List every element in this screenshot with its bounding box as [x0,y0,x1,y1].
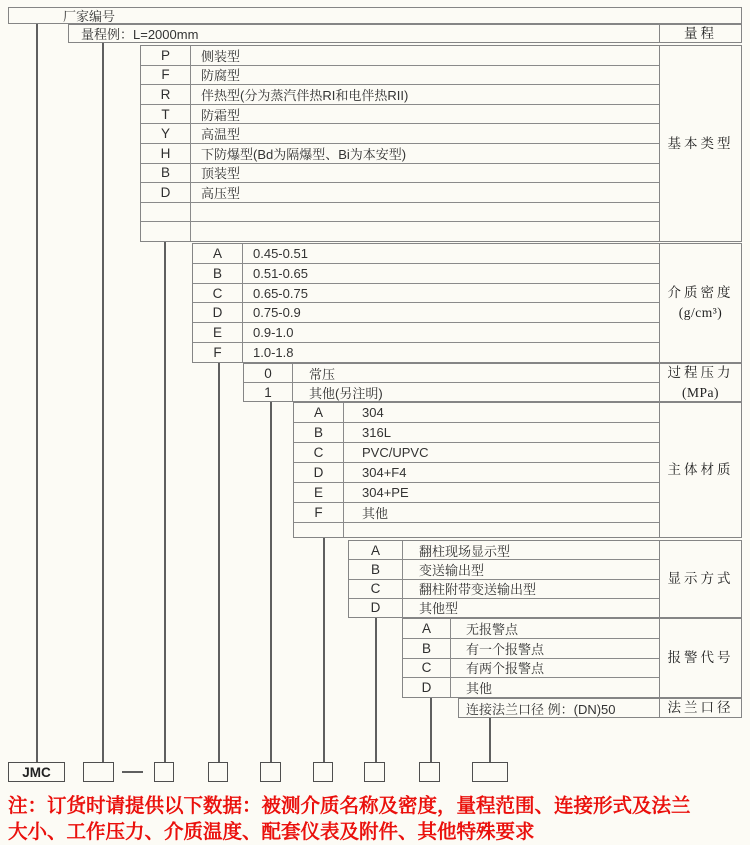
desc-cell: 翻柱附带变送输出型 [419,582,537,598]
desc-cell: 常压 [309,366,336,382]
model-code-box-density [208,762,228,782]
table-row [403,658,659,678]
desc-cell: PVC/UPVC [362,445,429,460]
desc-cell: 316L [362,425,391,440]
table-row [349,598,659,617]
table-row [244,364,659,382]
code-cell: B [294,423,344,442]
table-row [193,302,659,322]
table-row [141,65,659,85]
section-flange-size [458,698,742,718]
table-row [69,25,659,42]
model-code-box-range [83,762,114,782]
table-row-empty [141,221,659,241]
code-cell: A [403,619,451,638]
desc-cell: 0.45-0.51 [253,245,308,261]
section-display-mode [348,540,742,618]
order-note-line1: 注：订货时请提供以下数据：被测介质名称及密度，量程范围、连接形式及法兰 [8,795,691,817]
table-row [193,322,659,342]
connector-line-basic-type [164,242,166,762]
desc-cell: 高温型 [201,127,241,143]
model-code-box-display [364,762,385,782]
section-process-pressure [243,363,742,402]
code-cell: C [294,443,344,462]
desc-cell: 顶装型 [201,166,241,182]
section-medium-density [192,243,742,363]
model-code-box-flange [472,762,508,782]
desc-cell: 304+PE [362,485,409,500]
code-cell: D [193,303,243,322]
table-row [193,244,659,263]
desc-cell: 防霜型 [201,107,241,123]
desc-cell: 下防爆型(Bd为隔爆型、Bi为本安型) [201,146,407,162]
table-row [294,502,659,522]
desc-cell: 翻柱现场显示型 [419,543,511,559]
code-cell: T [141,105,191,124]
table-row [459,699,659,717]
section-body-material [293,402,742,538]
section-label-alarm: 报警代号 [659,619,741,697]
range-row [68,24,742,43]
code-cell: Y [141,124,191,143]
model-code-box-pressure [260,762,281,782]
desc-cell: 0.9-1.0 [253,325,294,341]
connector-line-range [102,43,104,762]
table-row-empty [141,202,659,222]
desc-cell: 有一个报警点 [466,641,545,657]
code-cell: D [403,678,451,697]
table-row [294,422,659,442]
code-cell: 1 [244,383,293,401]
desc-cell: 其他型 [419,601,459,617]
table-row [349,579,659,598]
model-code-box-material [313,762,333,782]
code-cell: D [141,183,191,202]
desc-cell: 1.0-1.8 [253,345,294,361]
code-cell [294,523,344,537]
code-cell: D [349,599,403,617]
table-row [294,442,659,462]
code-cell: 0 [244,364,293,382]
table-row [403,619,659,638]
desc-cell: 其他 [362,506,389,521]
code-cell: F [294,503,344,522]
connector-line-manufacturer [36,24,38,762]
code-cell: C [403,659,451,678]
order-note-line2: 大小、工作压力、介质温度、配套仪表及附件、其他特殊要求 [8,821,535,843]
table-row [193,342,659,362]
table-row-empty [294,522,659,537]
code-cell: H [141,144,191,163]
desc-cell: 304+F4 [362,465,407,480]
desc-cell: 防腐型 [201,68,241,84]
desc-cell: 变送输出型 [419,562,485,578]
connector-line-alarm [430,698,432,762]
table-row [403,638,659,658]
connector-line-display [375,618,377,762]
code-cell: F [141,66,191,85]
section-label-pressure: 过程压力 (MPa) [659,364,741,401]
code-cell: B [403,639,451,658]
section-label-basic-type: 基本类型 [659,46,741,241]
code-cell: F [193,343,243,362]
table-row [141,182,659,202]
section-basic-type [140,45,742,242]
model-code-box-basic-type [154,762,174,782]
code-cell: P [141,46,191,65]
code-cell [141,203,191,222]
connector-line-pressure [270,402,272,762]
code-cell: D [294,463,344,482]
code-cell: C [193,284,243,303]
desc-cell: 有两个报警点 [466,661,545,677]
table-row [141,46,659,65]
order-note [8,793,748,845]
section-label-range: 量程 [659,25,741,42]
desc-cell: 304 [362,405,384,420]
code-cell: A [294,403,344,422]
table-row [403,677,659,697]
table-row [141,143,659,163]
section-label-flange: 法兰口径 [659,699,741,717]
connector-line-density [218,363,220,762]
code-cell: B [141,164,191,183]
connector-line-material [323,538,325,762]
section-label-material: 主体材质 [659,403,741,537]
code-cell: C [349,580,403,598]
manufacturer-row [8,7,742,24]
section-label-density: 介质密度 (g/cm³) [659,244,741,362]
desc-cell: 侧装型 [201,48,241,64]
table-row [193,263,659,283]
desc-cell: 高压型 [201,185,241,201]
table-row [141,123,659,143]
code-cell: R [141,85,191,104]
table-row [244,382,659,401]
code-cell: B [349,560,403,578]
table-row [141,104,659,124]
desc-cell: 其他(另注明) [309,385,383,401]
table-row [141,163,659,183]
model-code-box-alarm [419,762,440,782]
desc-cell: 0.75-0.9 [253,305,301,321]
dash-separator [122,771,143,773]
table-row [193,283,659,303]
table-row [349,559,659,578]
desc-cell: 其他 [466,681,493,697]
desc-cell: 无报警点 [466,621,519,637]
table-row [349,541,659,559]
connector-line-flange [489,718,491,762]
code-cell: B [193,264,243,283]
table-row [141,84,659,104]
table-row [294,462,659,482]
desc-cell: 连接法兰口径 例：(DN)50 [466,701,616,717]
section-label-display: 显示方式 [659,541,741,617]
table-row [294,482,659,502]
code-cell: A [349,541,403,559]
model-prefix-box: JMC [8,762,65,782]
code-cell: E [294,483,344,502]
code-cell: E [193,323,243,342]
desc-cell: 伴热型(分为蒸汽伴热RI和电伴热RII) [201,87,409,103]
desc-cell: 0.65-0.75 [253,285,308,301]
section-alarm-code [402,618,742,698]
code-cell [141,222,191,241]
desc-cell: 0.51-0.65 [253,265,308,281]
table-row [294,403,659,422]
range-example-text: 量程例：L=2000mm [81,27,199,42]
code-cell: A [193,244,243,263]
manufacturer-label: 厂家编号 [63,9,116,24]
